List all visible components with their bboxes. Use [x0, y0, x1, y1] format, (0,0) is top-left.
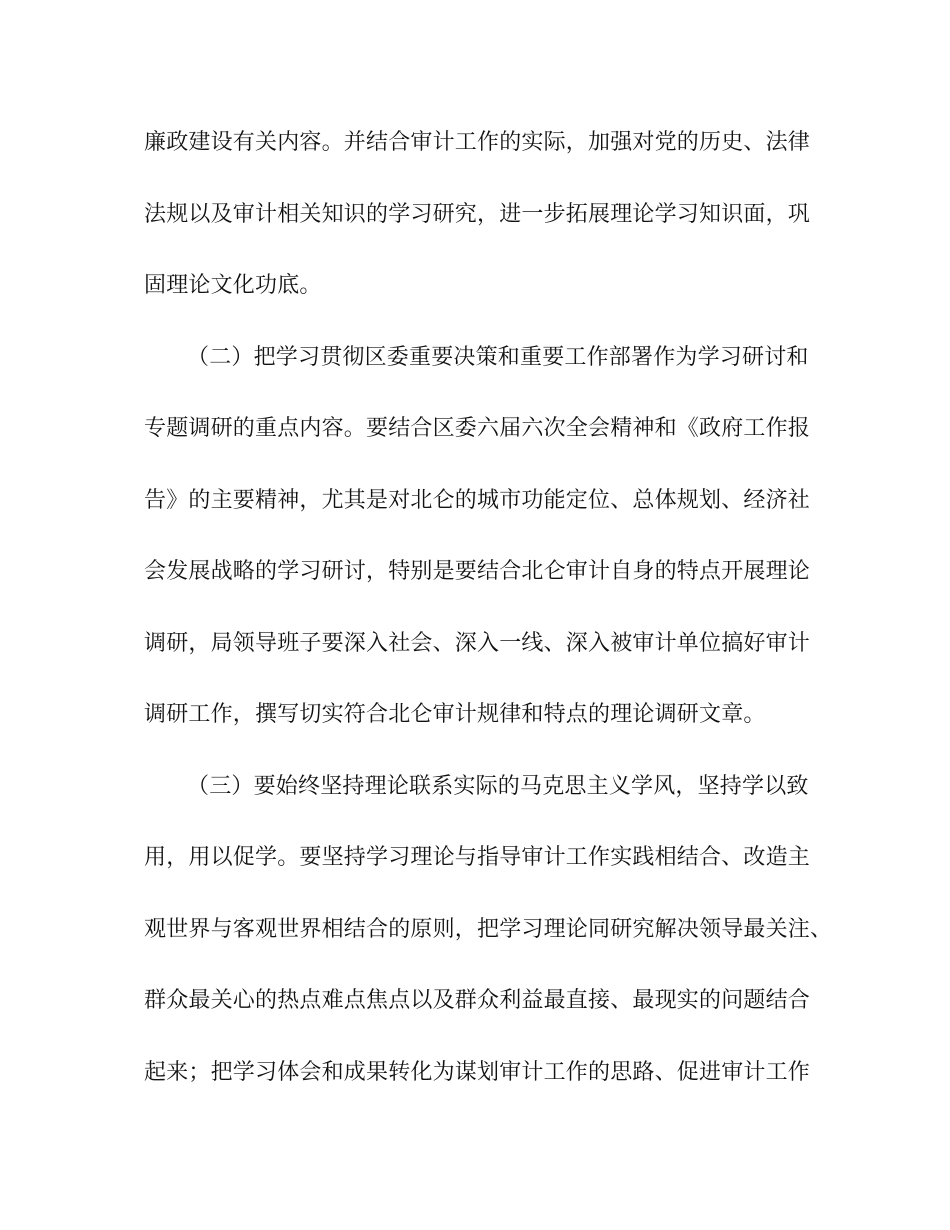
paragraph-line: 会发展战略的学习研讨，特别是要结合北仑审计自身的特点开展理论: [144, 559, 811, 584]
paragraph-line: 专题调研的重点内容。要结合区委六届六次全会精神和《政府工作报: [144, 416, 811, 441]
paragraph-line: 固理论文化功底。: [144, 273, 322, 298]
paragraph-line: 观世界与客观世界相结合的原则，把学习理论同研究解决领导最关注、: [144, 917, 833, 942]
paragraph-line: （二）把学习贯彻区委重要决策和重要工作部署作为学习研讨和: [187, 345, 809, 370]
paragraph-line: 调研，局领导班子要深入社会、深入一线、深入被审计单位搞好审计: [144, 631, 811, 656]
paragraph-line: 廉政建设有关内容。并结合审计工作的实际，加强对党的历史、法律: [144, 130, 811, 155]
paragraph-line: 群众最关心的热点难点焦点以及群众利益最直接、最现实的问题结合: [144, 988, 811, 1013]
paragraph-line: 用，用以促学。要坚持学习理论与指导审计工作实践相结合、改造主: [144, 845, 811, 870]
paragraph-line: （三）要始终坚持理论联系实际的马克思主义学风，坚持学以致: [187, 774, 809, 799]
paragraph-line: 告》的主要精神，尤其是对北仑的城市功能定位、总体规划、经济社: [144, 488, 811, 513]
paragraph-line: 调研工作，撰写切实符合北仑审计规律和特点的理论调研文章。: [144, 702, 766, 727]
paragraph-line: 法规以及审计相关知识的学习研究，进一步拓展理论学习知识面，巩: [144, 202, 811, 227]
paragraph-line: 起来；把学习体会和成果转化为谋划审计工作的思路、促进审计工作: [144, 1060, 811, 1085]
